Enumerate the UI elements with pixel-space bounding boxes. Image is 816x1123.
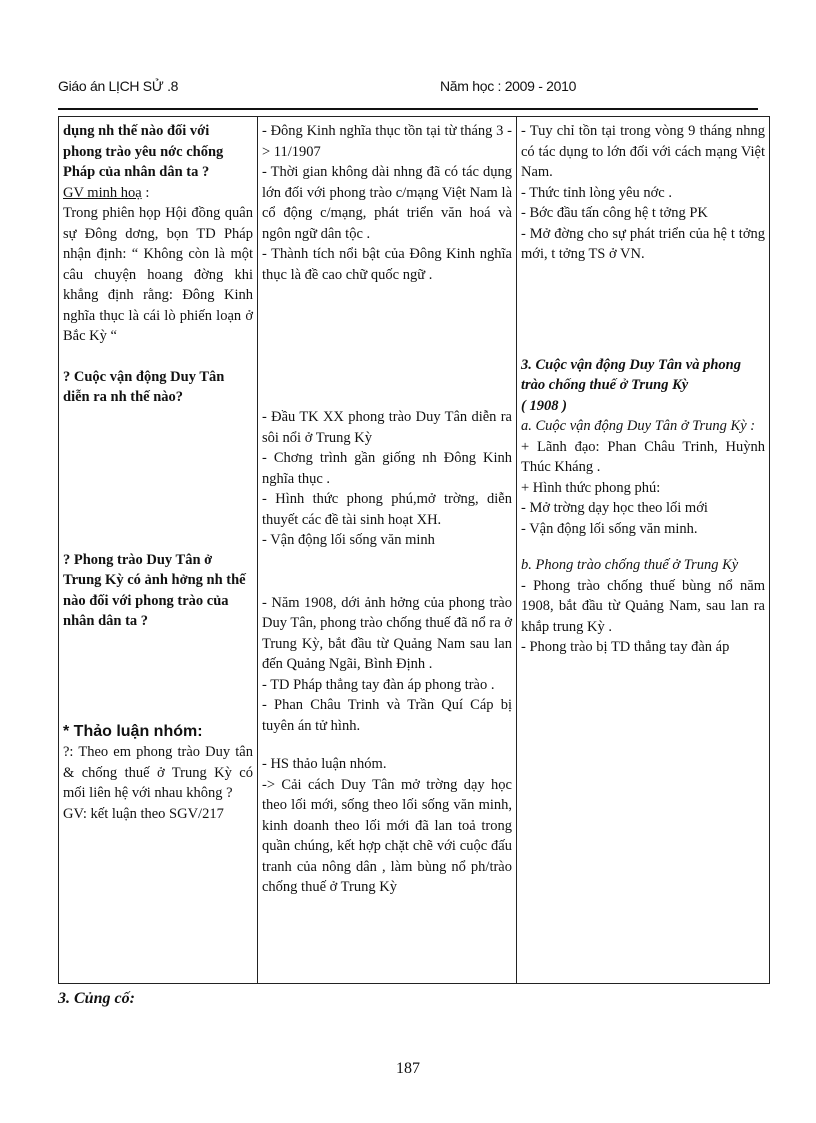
page-number: 187 [396,1060,420,1077]
header-divider [58,108,758,110]
lesson-content-column [517,117,770,984]
gv-illustration-label: GV minh hoạ [63,184,142,201]
content-text: + Lãnh đạo: Phan Châu Trinh, Huỳnh Thúc Kháng . [521,438,765,475]
content-text: - Bớc đầu tấn công hệ t tởng PK [521,205,708,221]
section-3-year: ( 1908 ) [521,397,567,414]
activity-text: - Hình thức phong phú,mở trờng, diễn thuyết các đề tài sinh hoạt XH. [262,491,512,528]
page-header [58,78,758,102]
content-text: - Tuy chỉ tồn tại trong vòng 9 tháng nhng có tác dụng to lớn đối với cách mạng Việt Nam. [521,123,765,180]
activity-text: - Đầu TK XX phong trào Duy Tân diễn ra sôi nổi ở Trung Kỳ [262,409,512,446]
activity-text: - Đông Kinh nghĩa thục tồn tại từ tháng 3 -> 11/1907 [262,123,512,160]
question-2: ? Cuộc vận động Duy Tân diễn ra nh thế nào? [63,368,225,405]
gv-conclusion: GV: kết luận theo SGV/217 [63,805,224,822]
activity-text: - Phan Châu Trinh và Trần Quí Cáp bị tuyên án tử hình. [262,697,512,734]
content-text: + Hình thức phong phú: [521,479,661,496]
header-subject: Giáo án LỊCH SỬ .8 [58,78,179,94]
question-1-line2: phong trào yêu nớc chống [63,143,224,160]
question-3: ? Phong trào Duy Tân ở Trung Kỳ có ảnh hởng nh thế nào đối với phong trào của nhân dân ta ? [63,551,246,629]
section-3-heading: 3. Cuộc vận động Duy Tân và phong trào chống thuế ở Trung Kỳ [521,356,741,393]
group-discussion-question: ?: Theo em phong trào Duy tân & chống thuế ở Trung Kỳ có mối liên hệ với nhau không ? [63,744,253,801]
question-1-line1: dụng nh thế nào đối với [63,123,210,139]
activity-text: - HS thảo luận nhóm. [262,756,387,772]
content-text: - Phong trào chống thuế bùng nổ năm 1908, bắt đầu từ Quảng Nam, sau lan ra khắp trung Kỳ . [521,577,765,635]
activity-text: - Vận động lối sống văn minh [262,532,435,548]
subsection-b-heading: b. Phong trào chống thuế ở Trung Kỳ [521,557,739,573]
activity-text: - TD Pháp thẳng tay đàn áp phong trào . [262,676,495,693]
teacher-questions-column [59,117,258,984]
gv-illustration-colon: : [141,184,150,201]
content-text: - Mở trờng dạy học theo lối mới [521,500,708,516]
activity-text: -> Cải cách Duy Tân mở trờng dạy học theo lối mới, sống theo lối sống văn minh, kinh doanh theo lối mới đã lan toả trong quần chúng, kết hợp chặt chẽ với cuộc đấu tranh của nông dân , làm bùng nổ ph/trào chống thuế ở Trung Kỳ [262,776,512,895]
gv-illustration-text: Trong phiên họp Hội đồng quân sự Đông dơng, bọn TD Pháp nhận định: “ Không còn là một câu chuyện hoang đờng khi khẳng định rằng: Đông Kinh nghĩa thục là cái lò phiến loạn ở Bắc Kỳ “ [63,205,253,344]
group-discussion-label: * Thảo luận nhóm: [63,722,203,740]
student-activities-column [258,117,517,984]
question-1-line3: Pháp của nhân dân ta ? [63,164,210,180]
lesson-table [58,116,770,984]
table-row [59,117,770,984]
content-text: - Mở đờng cho sự phát triển của hệ t tởng mới, t tởng TS ở VN. [521,225,765,262]
content-text: - Thức tỉnh lòng yêu nớc . [521,184,672,201]
activity-text: - Thời gian không dài nhng đã có tác dụng lớn đối với phong trào c/mạng Việt Nam là cổ động c/mạng, phát triển văn hoá và ngôn ngữ dân tộc . [262,164,512,242]
activity-text: - Thành tích nổi bật của Đông Kinh nghĩa thục là đề cao chữ quốc ngữ . [262,246,512,283]
activity-text: - Chơng trình gần giống nh Đông Kinh nghĩa thục . [262,450,512,487]
content-text: - Vận động lối sống văn minh. [521,520,698,537]
gv-illustration [63,183,253,204]
subsection-a-heading: a. Cuộc vận động Duy Tân ở Trung Kỳ : [521,418,756,434]
section-consolidation: 3. Củng cố: [58,990,135,1007]
content-text: - Phong trào bị TD thẳng tay đàn áp [521,639,730,655]
activity-text: - Năm 1908, dới ảnh hởng của phong trào Duy Tân, phong trào chống thuế đã nổ ra ở Trung Kỳ, bắt đầu từ Quảng Nam sau lan đến Quảng Ngãi, Bình Định . [262,594,512,672]
header-school-year: Năm học : 2009 - 2010 [440,78,577,94]
